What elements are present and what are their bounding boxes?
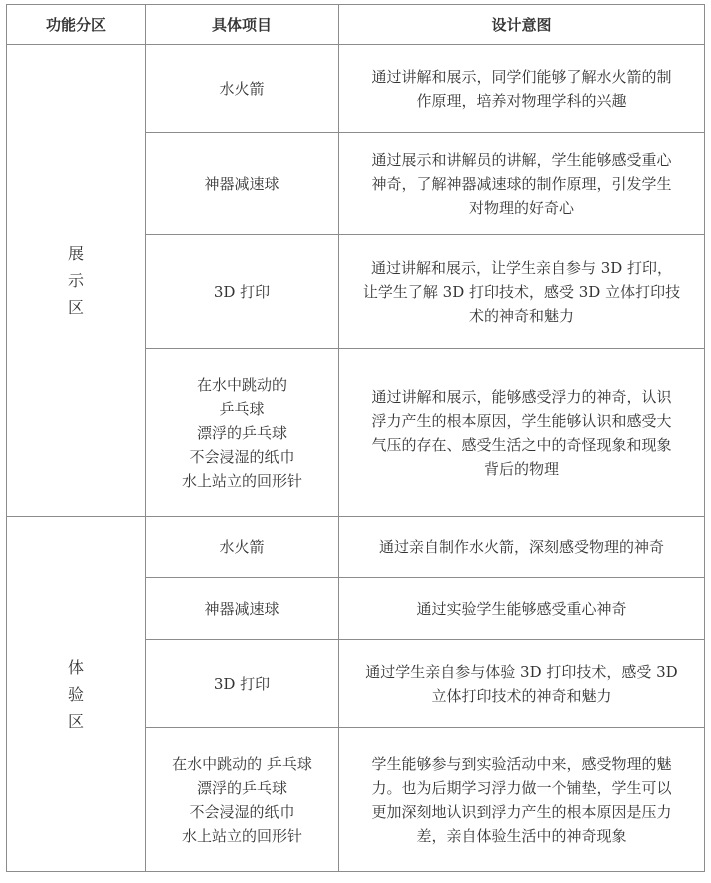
item-line: 不会浸湿的纸巾 (189, 802, 295, 821)
item-line: 3D 打印 (213, 674, 271, 693)
purpose-line: 通过展示和讲解员的讲解，学生能够感受重心 (371, 150, 672, 169)
purpose-line: 通过亲自制作水火箭，深刻感受物理的神奇 (378, 538, 664, 556)
item-line: 水火箭 (219, 79, 265, 98)
item-cell (146, 235, 339, 349)
purpose-line: 差，亲自体验生活中的神奇现象 (416, 826, 627, 845)
item-cell (146, 640, 339, 728)
item-line: 3D 打印 (213, 282, 271, 301)
purpose-line: 浮力产生的根本原因，学生能够认识和感受大 (371, 411, 672, 430)
purpose-cell (339, 728, 705, 872)
table-row (7, 45, 705, 133)
purpose-line: 对物理的好奇心 (468, 198, 574, 217)
purpose-line: 通过讲解和展示，能够感受浮力的神奇，认识 (371, 387, 672, 406)
area-char: 区 (67, 711, 84, 731)
purpose-line: 通过学生亲自参与体验 3D 打印技术，感受 3D (365, 662, 678, 681)
table-row (7, 517, 705, 578)
area-char: 体 (67, 657, 84, 677)
area-cell-experience (7, 517, 146, 872)
item-cell (146, 45, 339, 133)
design-table (6, 4, 705, 872)
item-line: 神器减速球 (204, 599, 280, 618)
purpose-line: 术的神奇和魅力 (468, 306, 574, 325)
purpose-line: 通过讲解和展示，让学生亲自参与 3D 打印， (370, 258, 673, 277)
item-line: 在水中跳动的 乒乓球 (172, 754, 312, 773)
item-cell (146, 517, 339, 578)
purpose-line: 通过讲解和展示，同学们能够了解水火箭的制 (371, 67, 672, 86)
purpose-cell (339, 235, 705, 349)
purpose-line: 立体打印技术的神奇和魅力 (431, 686, 612, 705)
header-area: 功能分区 (7, 5, 146, 45)
purpose-cell (339, 640, 705, 728)
purpose-cell (339, 45, 705, 133)
purpose-cell (339, 349, 705, 517)
item-cell (146, 578, 339, 640)
item-line: 乒乓球 (219, 399, 265, 418)
item-line: 不会浸湿的纸巾 (189, 447, 295, 466)
purpose-line: 作原理，培养对物理学科的兴趣 (416, 91, 627, 110)
header-item: 具体项目 (146, 5, 339, 45)
purpose-line: 力。也为后期学习浮力做一个铺垫，学生可以 (371, 778, 672, 797)
item-cell (146, 728, 339, 872)
area-cell-display (7, 45, 146, 517)
area-char: 示 (67, 271, 84, 290)
item-cell (146, 349, 339, 517)
item-line: 在水中跳动的 (196, 375, 287, 394)
purpose-line: 更加深刻地认识到浮力产生的根本原因是压力 (371, 802, 672, 821)
item-line: 神器减速球 (204, 174, 280, 193)
area-char: 展 (67, 244, 84, 263)
purpose-line: 背后的物理 (483, 459, 559, 478)
item-line: 水火箭 (219, 538, 265, 556)
purpose-line: 神奇，了解神器减速球的制作原理，引发学生 (371, 174, 672, 193)
purpose-cell (339, 578, 705, 640)
item-cell (146, 133, 339, 235)
purpose-line: 通过实验学生能够感受重心神奇 (416, 599, 627, 618)
item-line: 漂浮的乒乓球 (196, 423, 287, 442)
purpose-line: 学生能够参与到实验活动中来，感受物理的魅 (371, 754, 672, 773)
header-row (7, 5, 705, 45)
purpose-cell (339, 133, 705, 235)
header-purpose: 设计意图 (339, 5, 705, 45)
item-line: 水上站立的回形针 (181, 471, 302, 490)
area-char: 区 (67, 298, 84, 317)
item-line: 漂浮的乒乓球 (196, 778, 287, 797)
item-line: 水上站立的回形针 (181, 826, 302, 845)
purpose-line: 气压的存在、感受生活之中的奇怪现象和现象 (371, 435, 672, 454)
purpose-line: 让学生了解 3D 打印技术，感受 3D 立体打印技 (362, 282, 681, 301)
area-char: 验 (67, 684, 84, 704)
purpose-cell (339, 517, 705, 578)
